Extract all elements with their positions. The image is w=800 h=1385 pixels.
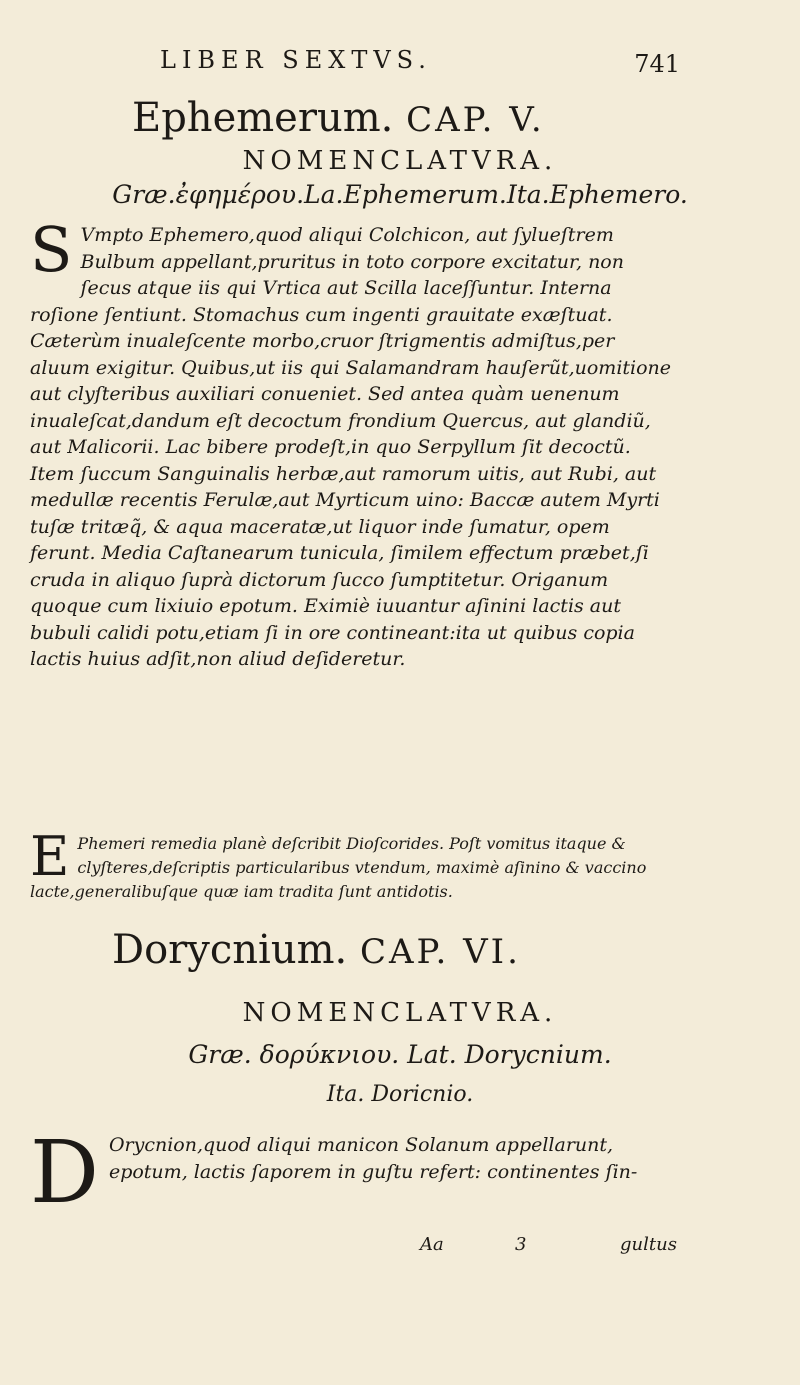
nomenclatura-heading: NOMENCLATVRA. xyxy=(242,998,558,1028)
synonyms-line: Ita. Doricnio. xyxy=(326,1082,474,1107)
drop-cap: D xyxy=(30,1123,99,1223)
commentary-block xyxy=(30,825,680,904)
drop-cap: E xyxy=(30,825,70,888)
signature-number: 3 xyxy=(515,1234,527,1255)
catchword: gultus xyxy=(620,1234,677,1255)
synonyms-line: Græ.ἐφημέρου.La.Ephemerum.Ita.Ephemero. xyxy=(112,180,688,209)
chapter-number: CAP. VI. xyxy=(359,932,521,972)
running-head-title: LIBER SEXTVS. xyxy=(160,46,432,74)
signature-mark: Aa xyxy=(420,1234,444,1255)
page-number: 741 xyxy=(634,50,680,78)
running-head xyxy=(160,46,680,86)
drop-cap: S xyxy=(30,213,73,286)
commentary-paragraph: Phemeri remedia planè deſcribit Dioſcorides. Poſt vomitus itaque & clyſteres,deſcriptis particularibus vtendum, maximè aſinino & vaccino lacte,generalibuſque quæ iam tradita ſunt antidotis. xyxy=(30,834,647,901)
synonyms-line: Græ. δορύκνιου. Lat. Dorycnium. xyxy=(188,1040,612,1069)
chapter-title: Dorycnium. xyxy=(112,927,348,973)
chapter-text xyxy=(30,1123,680,1223)
body-paragraph: Orycnion,quod aliqui manicon Solanum appellarunt, epotum, lactis ſaporem in guſtu refert: continentes ſin- xyxy=(108,1134,638,1183)
chapter-title: Ephemerum. xyxy=(132,95,394,141)
chapter-heading-ephemerum xyxy=(132,96,545,142)
body-paragraph: Vmpto Ephemero,quod aliqui Colchicon, aut ſylueſtrem Bulbum appellant,pruritus in toto corpore excitatur, non ſecus atque iis qui Vrtica aut Scilla laceſſuntur. Interna roſione ſentiunt. Stomachus cum ingenti grauitate exæſtuat. Cæterùm inualeſcente morbo,cruor ſtrigmentis admiſtus,per aluum exigitur. Quibus,ut iis qui Salamandram hauſerũt,uomitione aut clyſteribus auxiliari conueniet. Sed antea quàm uenenum inualeſcat,dandum eſt decoctum frondium Quercus, aut glandiũ, aut Malicorii. Lac bibere prodeſt,in quo Serpyllum ſit decoctũ. Item ſuccum Sanguinalis herbæ,aut ramorum uitis, aut Rubi, aut medullæ recentis Ferulæ,aut Myrticum uino: Baccæ autem Myrti tuſæ tritæq̃, & aqua maceratæ,ut liquor inde ſumatur, opem ferunt. Media Caſtanearum tunicula, ſimilem effectum præbet,ſi cruda in aliquo ſuprà dictorum ſucco ſumptitetur. Origanum quoque cum lixiuio epotum. Eximiè iuuantur aſinini lactis aut bubuli calidi potu,etiam ſi in ore contineant:ita ut quibus copia lactis huius adſit,non aliud deſideretur. xyxy=(30,224,672,670)
nomenclatura-heading: NOMENCLATVRA. xyxy=(242,146,558,176)
chapter-heading-dorycnium xyxy=(112,928,521,974)
catchwords-line xyxy=(420,1234,680,1264)
chapter-number: CAP. V. xyxy=(406,100,545,140)
chapter-text xyxy=(30,213,680,673)
